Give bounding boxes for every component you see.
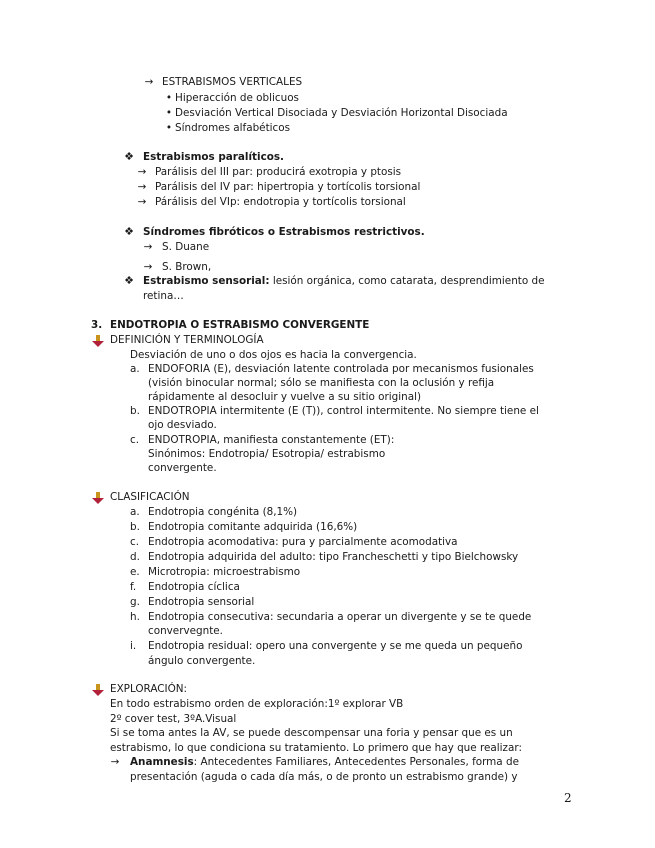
list-item: Endotropia cíclica — [148, 581, 240, 593]
list-letter: c. — [130, 434, 140, 446]
list-item: Párálisis del VIp: endotropia y tortícolis torsional — [155, 196, 406, 208]
list-item-cont: convergente. — [148, 462, 217, 474]
anamnesis-text-cont: presentación (aguda o cada día más, o de pronto un estrabismo grande) y — [130, 771, 518, 783]
list-item-cont: ojo desviado. — [148, 419, 217, 431]
list-item-cont: convervegnte. — [148, 625, 223, 637]
list-item: Microtropia: microestrabismo — [148, 566, 301, 578]
list-item: Endotropia acomodativa: pura y parcialmente acomodativa — [148, 536, 458, 548]
list-letter: a. — [130, 363, 140, 375]
down-pointer-icon — [92, 684, 104, 696]
sensory-strabismus-text-cont: retina… — [143, 290, 184, 302]
vertical-strabismus-heading: ESTRABISMOS VERTICALES — [162, 76, 303, 88]
list-letter: c. — [130, 536, 140, 548]
anamnesis-text: : Antecedentes Familiares, Antecedentes Personales, forma de — [193, 756, 519, 768]
list-letter: d. — [130, 551, 140, 563]
diamond-bullet-icon: ❖ — [124, 150, 134, 163]
sensory-strabismus-title: Estrabismo sensorial: — [143, 275, 270, 287]
sensory-strabismus-text: lesión orgánica, como catarata, desprendimiento de — [269, 275, 545, 287]
exploration-text: estrabismo, lo que condiciona su tratamiento. Lo primero que hay que realizar: — [110, 742, 522, 754]
list-letter: b. — [130, 405, 140, 417]
definition-heading: DEFINICIÓN Y TERMINOLOGÍA — [110, 334, 264, 346]
arrow-icon: → — [110, 756, 120, 768]
list-letter: e. — [130, 566, 140, 578]
list-item-cont: (visión binocular normal; sólo se manifiesta con la oclusión y refija — [148, 377, 495, 389]
list-item: ENDOTROPIA intermitente (E (T)), control intermitente. No siempre tiene el — [148, 405, 539, 417]
list-letter: f. — [130, 581, 137, 593]
list-letter: i. — [130, 640, 137, 652]
classification-heading: CLASIFICACIÓN — [110, 491, 190, 503]
list-letter: b. — [130, 521, 140, 533]
bullet-icon: • — [165, 107, 173, 119]
list-item: Endotropia sensorial — [148, 596, 255, 608]
list-item-cont: rápidamente al desocluir y vuelve a su sitio original) — [148, 391, 422, 403]
definition-intro: Desviación de uno o dos ojos es hacia la convergencia. — [130, 349, 417, 361]
arrow-icon: → — [137, 181, 147, 193]
list-item: Parálisis del III par: producirá exotropia y ptosis — [155, 166, 402, 178]
list-item: ENDOFORIA (E), desviación latente controlada por mecanismos fusionales — [148, 363, 534, 375]
paralytic-strabismus-title: Estrabismos paralíticos. — [143, 151, 285, 163]
list-item: Endotropia congénita (8,1%) — [148, 506, 298, 518]
list-letter: h. — [130, 611, 140, 623]
bullet-icon: • — [165, 122, 173, 134]
list-item: ENDOTROPIA, manifiesta constantemente (ET): — [148, 434, 395, 446]
anamnesis-line — [130, 755, 519, 769]
list-item: Endotropia adquirida del adulto: tipo Francheschetti y tipo Bielchowsky — [148, 551, 519, 563]
list-item: S. Duane — [162, 241, 210, 253]
sensory-strabismus-line — [143, 274, 545, 288]
list-item: S. Brown, — [162, 261, 212, 273]
list-letter: g. — [130, 596, 140, 608]
exploration-text: Si se toma antes la AV, se puede descompensar una foria y pensar que es un — [110, 727, 513, 739]
arrow-icon: → — [137, 196, 147, 208]
page-number: 2 — [564, 791, 572, 805]
list-letter: a. — [130, 506, 140, 518]
list-item: Endotropia consecutiva: secundaria a operar un divergente y se te quede — [148, 611, 532, 623]
section-number: 3. — [91, 319, 103, 331]
fibrotic-syndromes-title: Síndromes fibróticos o Estrabismos restrictivos. — [143, 226, 425, 238]
section-title: ENDOTROPIA O ESTRABISMO CONVERGENTE — [110, 319, 370, 331]
list-item-cont: Sinónimos: Endotropia/ Esotropia/ estrabismo — [148, 448, 386, 460]
arrow-icon: → — [143, 261, 153, 273]
list-item: Desviación Vertical Disociada y Desviación Horizontal Disociada — [175, 107, 508, 119]
list-item: Endotropia comitante adquirida (16,6%) — [148, 521, 358, 533]
arrow-icon: → — [137, 166, 147, 178]
diamond-bullet-icon: ❖ — [124, 225, 134, 238]
arrow-icon: → — [144, 76, 154, 88]
list-item: Parálisis del IV par: hipertropia y tortícolis torsional — [155, 181, 421, 193]
diamond-bullet-icon: ❖ — [124, 274, 134, 287]
bullet-icon: • — [165, 92, 173, 104]
arrow-icon: → — [143, 241, 153, 253]
exploration-text: 2º cover test, 3ºA.Visual — [110, 713, 237, 725]
down-pointer-icon — [92, 492, 104, 504]
down-pointer-icon — [92, 335, 104, 347]
list-item-cont: ángulo convergente. — [148, 655, 256, 667]
exploration-heading: EXPLORACIÓN: — [110, 683, 188, 695]
list-item: Síndromes alfabéticos — [175, 122, 291, 134]
list-item: Hiperacción de oblicuos — [175, 92, 299, 104]
exploration-text: En todo estrabismo orden de exploración:1º explorar VB — [110, 698, 404, 710]
anamnesis-title: Anamnesis — [130, 756, 194, 768]
list-item: Endotropia residual: opero una convergente y se me queda un pequeño — [148, 640, 523, 652]
